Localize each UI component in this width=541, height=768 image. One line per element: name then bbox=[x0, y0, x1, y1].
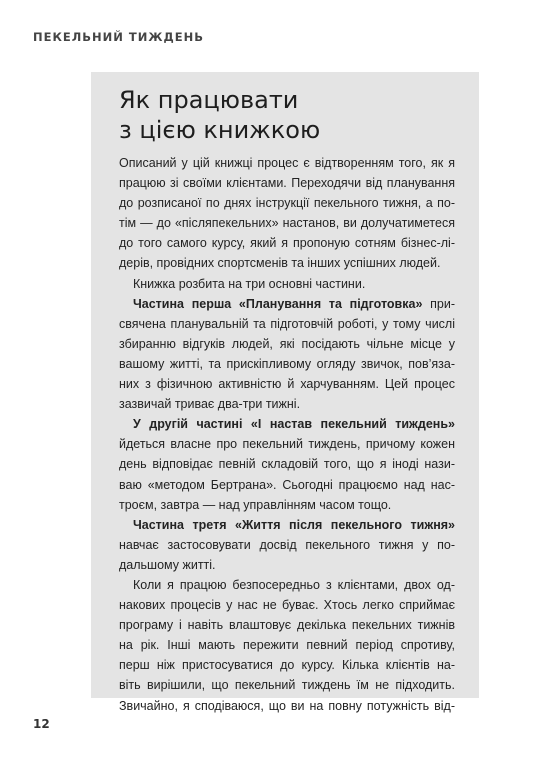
text-line: до того самого курсу, який я пропоную сотням бізнес-лі- bbox=[119, 236, 455, 251]
paragraph-intro bbox=[119, 153, 455, 274]
sidebar-title-line: Як працювати bbox=[119, 86, 299, 114]
part-three-heading: Частина третя «Життя після пекельного тижня» bbox=[133, 517, 455, 532]
running-head: ПЕКЕЛЬНИЙ ТИЖДЕНЬ bbox=[33, 30, 204, 44]
text-line: троєм, завтра — над управлінням часом тощо. bbox=[119, 497, 392, 512]
text-line: йдеться власне про пекельний тиждень, причому кожен bbox=[119, 437, 455, 452]
text-line: вашому житті, та прискіпливому огляду звичок, пов’яза- bbox=[119, 356, 455, 371]
text-line: перш ніж пристосуватися до курсу. Кілька клієнтів на- bbox=[119, 658, 455, 673]
text-line: навчає застосовувати досвід пекельного тижня у по- bbox=[119, 537, 455, 552]
text-line: ваю «методом Бертрана». Сьогодні працюємо над нас- bbox=[119, 477, 455, 492]
part-one-heading: Частина перша «Планування та підготовка» bbox=[133, 296, 423, 311]
text-line: дерів, провідних спортсменів та інших успішних людей. bbox=[119, 256, 441, 271]
text-line: накових процесів у нас не буває. Хтось легко сприймає bbox=[119, 598, 455, 613]
text-line bbox=[119, 515, 455, 535]
paragraph-part-three bbox=[119, 515, 455, 575]
part-two-heading: У другій частині «І настав пекельний тиждень» bbox=[133, 417, 455, 432]
text-line: Книжка розбита на три основні частини. bbox=[133, 276, 366, 291]
text-line: віть вирішили, що пекельний тиждень їм не підходить. bbox=[119, 678, 455, 693]
text-line: Коли я працюю безпосередньо з клієнтами, двох од- bbox=[133, 577, 455, 592]
text-line: дальшому житті. bbox=[119, 557, 216, 572]
text-line bbox=[119, 414, 455, 434]
text-line: них з фізичною активністю й харчуванням. Цей процес bbox=[119, 377, 455, 392]
text-line: тім — до «післяпекельних» настанов, ви долучатиметеся bbox=[119, 216, 455, 231]
text-line: працюю зі своїми клієнтами. Переходячи від планування bbox=[119, 176, 455, 191]
paragraph-parts-overview bbox=[119, 274, 455, 294]
sidebar-title-line: з цією книжкою bbox=[119, 116, 321, 144]
text-line: свячена планувальній та підготовчій роботі, у тому числі bbox=[119, 316, 455, 331]
page-number: 12 bbox=[33, 717, 50, 731]
sidebar-title bbox=[119, 85, 455, 145]
sidebar-box bbox=[91, 72, 479, 713]
sidebar-content bbox=[119, 85, 455, 716]
paragraph-part-one bbox=[119, 294, 455, 415]
text-line: Описаний у цій книжці процес є відтворенням того, як я bbox=[119, 156, 455, 170]
text-fragment: при- bbox=[422, 296, 455, 311]
text-line: на рік. Інші мають пережити певний період спротиву, bbox=[119, 638, 455, 653]
text-line bbox=[119, 294, 455, 314]
paragraph-client-experience bbox=[119, 575, 455, 716]
text-line: програму і навіть влаштовує декілька пекельних тижнів bbox=[119, 618, 455, 633]
text-line: збиранню відгуків людей, які посідають чільне місце у bbox=[119, 336, 455, 351]
text-line: зазвичай триває два-три тижні. bbox=[119, 397, 301, 412]
text-line: день відповідає певній складовій того, що я іноді нази- bbox=[119, 457, 455, 472]
text-line: Звичайно, я сподіваюся, що ви на повну потужність від- bbox=[119, 698, 455, 713]
text-line: до розписаної по днях інструкції пекельного тижня, а по- bbox=[119, 196, 455, 211]
paragraph-part-two bbox=[119, 414, 455, 514]
